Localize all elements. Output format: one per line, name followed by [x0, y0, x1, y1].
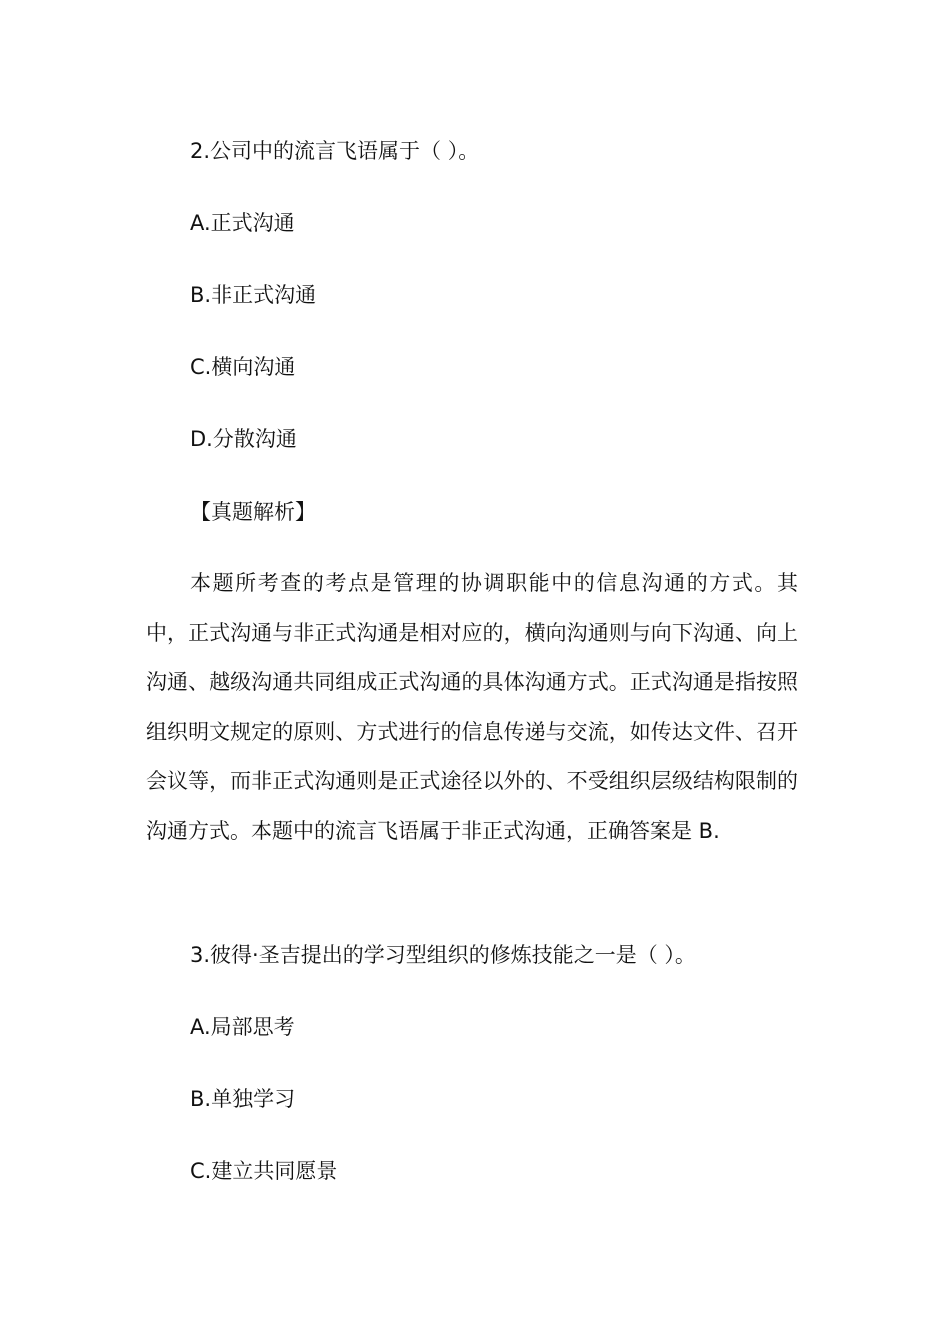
question-3-stem: 3.彼得·圣吉提出的学习型组织的修炼技能之一是（ ）。 [190, 943, 696, 967]
question-2-stem: 2.公司中的流言飞语属于（ ）。 [190, 139, 480, 163]
question-2-option-b: B.非正式沟通 [190, 283, 317, 307]
question-2-option-d: D.分散沟通 [190, 427, 297, 451]
question-3-option-c: C.建立共同愿景 [190, 1159, 338, 1183]
analysis-body: 本题所考查的考点是管理的协调职能中的信息沟通的方式。其中，正式沟通与非正式沟通是相对应的，横向沟通则与向下沟通、向上沟通、越级沟通共同组成正式沟通的具体沟通方式。正式沟通是指按照组织明文规定的原则、方式进行的信息传递与交流，如传达文件、召开会议等，而非正式沟通则是正式途径以外的、不受组织层级结构限制的沟通方式。本题中的流言飞语属于非正式沟通，正确答案是 B. [146, 571, 798, 843]
question-3-option-b: B.单独学习 [190, 1087, 296, 1111]
question-2-option-c: C.横向沟通 [190, 355, 296, 379]
question-2-option-a: A.正式沟通 [190, 211, 295, 235]
analysis-heading: 【真题解析】 [190, 500, 316, 524]
question-3-option-a: A.局部思考 [190, 1015, 295, 1039]
